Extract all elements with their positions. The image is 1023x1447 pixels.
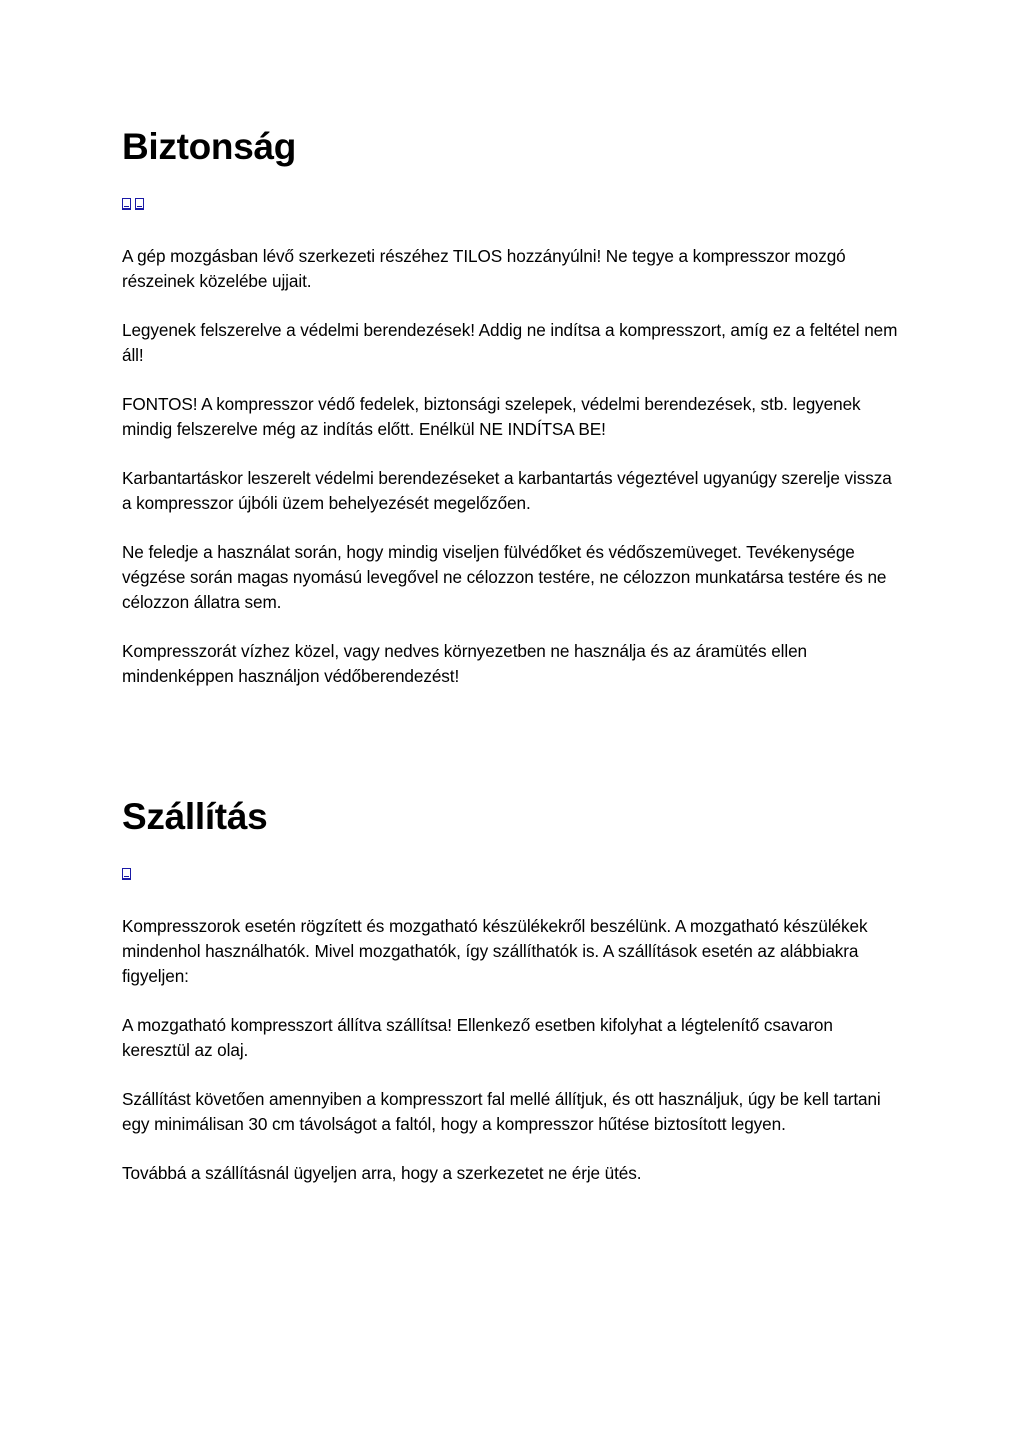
paragraph: Szállítást követően amennyiben a kompresszort fal mellé állítjuk, és ott használjuk, úgy be kell tartani egy minimálisan 30 cm távolságot a faltól, hogy a kompresszor hűtése biztosított legyen. <box>122 1089 881 1134</box>
image-placeholders <box>122 194 902 214</box>
broken-image-icon[interactable] <box>135 198 144 210</box>
section-body <box>122 244 902 689</box>
paragraph: Ne feledje a használat során, hogy mindig viseljen fülvédőket és védőszemüveget. Tevékenysége végzése során magas nyomású levegővel ne célozzon testére, ne célozzon munkatársa testére és ne célozzon állatra sem. <box>122 542 887 612</box>
broken-image-icon[interactable] <box>122 198 131 210</box>
paragraph: Kompresszorok esetén rögzített és mozgatható készülékekről beszélünk. A mozgatható készülékek mindenhol használhatók. Mivel mozgathatók, így szállíthatók is. A szállítások esetén az alábbiakra figyeljen: <box>122 916 868 986</box>
paragraph: Karbantartáskor leszerelt védelmi berendezéseket a karbantartás végeztével ugyanúgy szerelje vissza a kompresszor újbóli üzem behelyezését megelőzően. <box>122 468 892 513</box>
section-safety <box>122 122 902 713</box>
paragraph: A gép mozgásban lévő szerkezeti részéhez TILOS hozzányúlni! Ne tegye a kompresszor mozgó részeinek közelébe ujjait. <box>122 246 846 291</box>
image-placeholders <box>122 864 902 884</box>
broken-image-icon[interactable] <box>122 868 131 880</box>
paragraph: Legyenek felszerelve a védelmi berendezések! Addig ne indítsa a kompresszort, amíg ez a feltétel nem áll! <box>122 320 898 365</box>
paragraph: Kompresszorát vízhez közel, vagy nedves környezetben ne használja és az áramütés ellen mindenképpen használjon védőberendezést! <box>122 641 808 686</box>
paragraph: Továbbá a szállításnál ügyeljen arra, hogy a szerkezetet ne érje ütés. <box>122 1163 642 1183</box>
section-transport <box>122 792 902 1210</box>
paragraph: A mozgatható kompresszort állítva szállítsa! Ellenkező esetben kifolyhat a légtelenítő csavaron keresztül az olaj. <box>122 1015 833 1060</box>
section-heading: Biztonság <box>122 126 297 167</box>
paragraph: FONTOS! A kompresszor védő fedelek, biztonsági szelepek, védelmi berendezések, stb. legyenek mindig felszerelve még az indítás előtt. Enélkül NE INDÍTSA BE! <box>122 394 861 439</box>
section-heading: Szállítás <box>122 796 268 837</box>
section-body <box>122 914 902 1186</box>
